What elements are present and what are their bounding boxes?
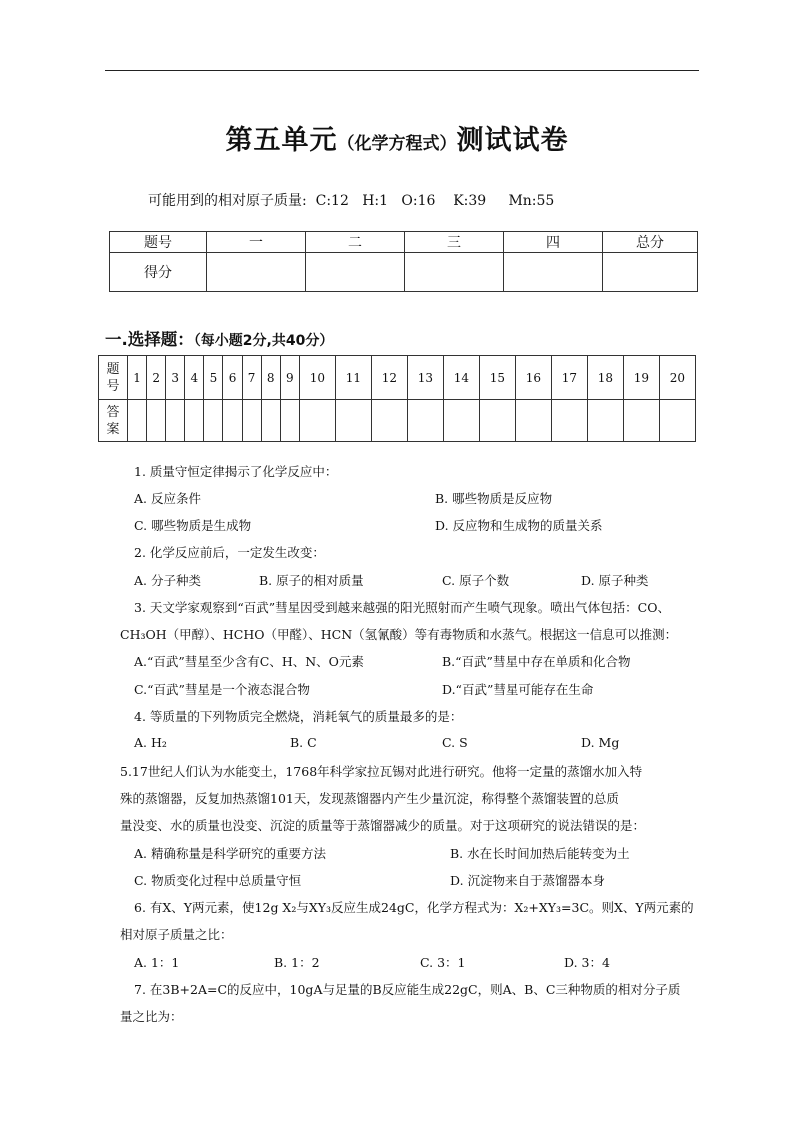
atomic-masses: 可能用到的相对原子质量: C:12 H:1 O:16 K:39 Mn:55 — [148, 193, 555, 209]
q1-option: D. 反应物和生成物的质量关系 — [435, 518, 603, 533]
answer-number: 13 — [407, 356, 443, 400]
q3-option: D.“百武”彗星可能存在生命 — [442, 682, 594, 697]
q2-option: B. 原子的相对质量 — [259, 573, 364, 588]
score-header: 总分 — [603, 232, 698, 253]
answer-number: 4 — [185, 356, 204, 400]
answer-number: 18 — [587, 356, 623, 400]
answer-cell[interactable] — [443, 400, 479, 442]
answer-cell[interactable] — [407, 400, 443, 442]
q7-stem-line2: 量之比为： — [120, 1009, 183, 1024]
q4-option: B. C — [290, 735, 317, 750]
answer-cell[interactable] — [479, 400, 515, 442]
answer-number: 16 — [515, 356, 551, 400]
q6-option: C. 3：1 — [420, 955, 466, 970]
q3-stem-line2: CH₃OH（甲醇）、HCHO（甲醛）、HCN（氢氰酸）等有毒物质和水蒸气。根据这一信息可以推测： — [120, 627, 678, 642]
answer-cell[interactable] — [166, 400, 185, 442]
q4-option: D. Mg — [581, 735, 620, 750]
answer-cell[interactable] — [623, 400, 659, 442]
answer-cell[interactable] — [280, 400, 299, 442]
q7-stem-line1: 7. 在3B+2A=C的反应中，10gA与足量的B反应能生成22gC，则A、B、C三种物质的相对分子质 — [134, 982, 681, 997]
answer-number: 10 — [299, 356, 335, 400]
q1-option: C. 哪些物质是生成物 — [134, 518, 252, 533]
q2-stem: 2. 化学反应前后，一定发生改变： — [134, 545, 325, 560]
answer-number: 7 — [242, 356, 261, 400]
score-cell[interactable] — [306, 253, 405, 292]
q3-option: B.“百武”彗星中存在单质和化合物 — [442, 654, 631, 669]
q5-option: B. 水在长时间加热后能转变为土 — [450, 846, 630, 861]
answer-cell[interactable] — [242, 400, 261, 442]
q2-option: C. 原子个数 — [442, 573, 510, 588]
label-char: 题 — [106, 361, 120, 377]
answer-label-number — [99, 356, 128, 400]
answer-number: 5 — [204, 356, 223, 400]
q6-stem-line2: 相对原子质量之比： — [120, 927, 233, 942]
q2-option: D. 原子种类 — [581, 573, 649, 588]
score-cell[interactable] — [603, 253, 698, 292]
answer-cell[interactable] — [551, 400, 587, 442]
answer-number: 15 — [479, 356, 515, 400]
answer-number: 14 — [443, 356, 479, 400]
q4-stem: 4. 等质量的下列物质完全燃烧，消耗氧气的质量最多的是： — [134, 709, 463, 724]
score-table — [109, 231, 698, 292]
q3-option: A.“百武”彗星至少含有C、H、N、O元素 — [134, 654, 364, 669]
answer-number: 19 — [623, 356, 659, 400]
answer-cell[interactable] — [515, 400, 551, 442]
answer-label-answer — [99, 400, 128, 442]
q6-option: D. 3：4 — [564, 955, 610, 970]
answer-cell[interactable] — [371, 400, 407, 442]
q4-option: A. H₂ — [134, 735, 167, 750]
score-header: 题号 — [110, 232, 207, 253]
answer-cell[interactable] — [147, 400, 166, 442]
q5-stem-line3: 量没变、水的质量也没变、沉淀的质量等于蒸馏器减少的质量。对于这项研究的说法错误的是： — [120, 818, 646, 833]
q6-option: A. 1：1 — [134, 955, 180, 970]
answer-table — [98, 355, 696, 442]
label-char: 案 — [106, 421, 120, 437]
answer-number: 1 — [128, 356, 147, 400]
score-header: 四 — [504, 232, 603, 253]
label-char: 号 — [106, 378, 120, 394]
score-cell[interactable] — [405, 253, 504, 292]
answer-cell[interactable] — [261, 400, 280, 442]
title-main-right: 测试试卷 — [456, 125, 569, 156]
q6-stem-line1: 6. 有X、Y两元素，使12g X₂与XY₃反应生成24gC，化学方程式为：X₂+XY₃=3C。则X、Y两元素的 — [134, 900, 694, 915]
answer-cell[interactable] — [204, 400, 223, 442]
title-subtitle: （化学方程式） — [337, 134, 457, 154]
q5-option: A. 精确称量是科学研究的重要方法 — [134, 846, 326, 861]
q3-option: C.“百武”彗星是一个液态混合物 — [134, 682, 310, 697]
answer-number: 2 — [147, 356, 166, 400]
q5-option: D. 沉淀物来自于蒸馏器本身 — [450, 873, 606, 888]
answer-cell[interactable] — [335, 400, 371, 442]
answer-number: 12 — [371, 356, 407, 400]
section-title: 一.选择题： — [105, 330, 194, 349]
answer-number: 17 — [551, 356, 587, 400]
answer-cell[interactable] — [128, 400, 147, 442]
q5-option: C. 物质变化过程中总质量守恒 — [134, 873, 302, 888]
answer-number: 6 — [223, 356, 242, 400]
answer-number: 20 — [659, 356, 695, 400]
answer-cell[interactable] — [659, 400, 695, 442]
score-cell[interactable] — [207, 253, 306, 292]
answer-cell[interactable] — [587, 400, 623, 442]
score-cell[interactable] — [504, 253, 603, 292]
answer-number: 11 — [335, 356, 371, 400]
q2-option: A. 分子种类 — [134, 573, 201, 588]
answer-cell[interactable] — [185, 400, 204, 442]
label-char: 答 — [106, 404, 120, 420]
page-title — [0, 118, 794, 157]
answer-cell[interactable] — [299, 400, 335, 442]
header-rule — [105, 70, 699, 71]
section-points: （每小题2分,共40分） — [193, 333, 334, 349]
q3-stem-line1: 3. 天文学家观察到“百武”彗星因受到越来越强的阳光照射而产生喷气现象。喷出气体包括：CO、 — [134, 600, 670, 615]
q5-stem-line2: 殊的蒸馏器，反复加热蒸馏101天，发现蒸馏器内产生少量沉淀，称得整个蒸馏装置的总质 — [120, 791, 619, 806]
score-header: 二 — [306, 232, 405, 253]
answer-number: 3 — [166, 356, 185, 400]
section-heading — [105, 326, 333, 350]
q5-stem-line1: 5.17世纪人们认为水能变土，1768年科学家拉瓦锡对此进行研究。他将一定量的蒸馏水加入特 — [120, 764, 643, 779]
score-header: 一 — [207, 232, 306, 253]
answer-number: 9 — [280, 356, 299, 400]
q1-option: B. 哪些物质是反应物 — [435, 491, 553, 506]
answer-cell[interactable] — [223, 400, 242, 442]
q4-option: C. S — [442, 735, 468, 750]
title-main-left: 第五单元 — [225, 125, 338, 156]
q6-option: B. 1：2 — [274, 955, 320, 970]
score-row-label: 得分 — [110, 253, 207, 292]
q1-option: A. 反应条件 — [134, 491, 201, 506]
score-header: 三 — [405, 232, 504, 253]
answer-number: 8 — [261, 356, 280, 400]
q1-stem: 1. 质量守恒定律揭示了化学反应中： — [134, 464, 338, 479]
